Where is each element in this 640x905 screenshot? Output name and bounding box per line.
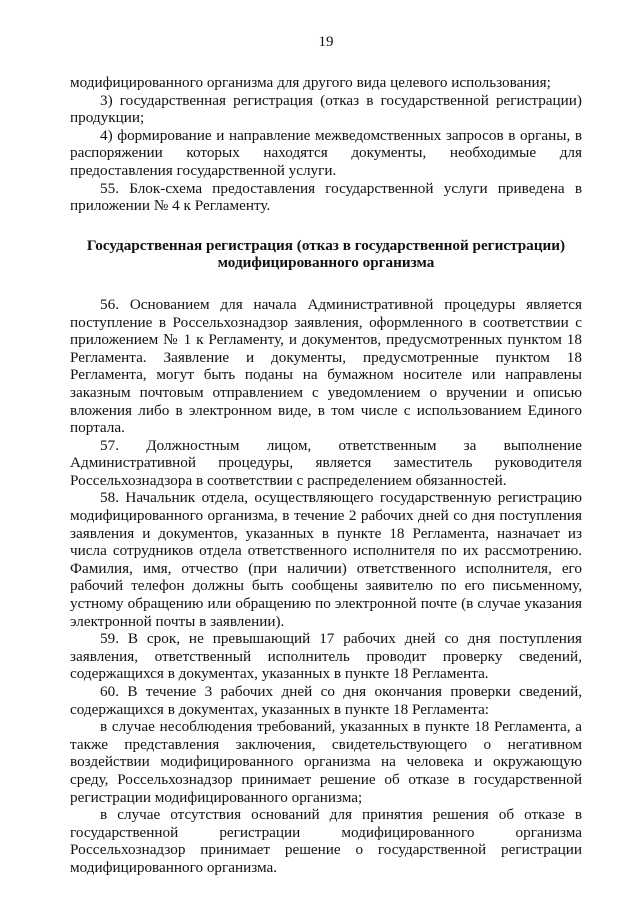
paragraph-59: 59. В срок, не превышающий 17 рабочих дней со дня поступления заявления, ответственный исполнитель проводит проверку сведений, содержащихся в документах, указанных в пункте 18 Регламента. <box>70 630 582 683</box>
paragraph-60-case-registration: в случае отсутствия оснований для принятия решения об отказе в государственной регистрации модифицированного организма Россельхознадзор принимает решение о государственной регистрации модифицированного организма. <box>70 806 582 876</box>
paragraph-58: 58. Начальник отдела, осуществляющего государственную регистрацию модифицированного организма, в течение 2 рабочих дней со дня поступления заявления и документов, указанных в пункте 18 Регламента, назначает из числа сотрудников отдела ответственного исполнителя по их рассмотрению. Фамилия, имя, отчество (при наличии) ответственного исполнителя, его рабочий телефон должны быть сообщены заявителю по его письменному, устному обращению или обращению по электронной почте (в случае указания электронной почты в заявлении). <box>70 489 582 630</box>
paragraph-56: 56. Основанием для начала Административной процедуры является поступление в Россельхознадзор заявления, оформленного в соответствии с приложением № 1 к Регламенту, и документов, предусмотренных пунктом 18 Регламента. Заявление и документы, предусмотренные пунктом 18 Регламента, могут быть поданы на бумажном носителе или направлены заказным почтовым отправлением с уведомлением о вручении и описью вложения либо в электронном виде, в том числе с использованием Единого портала. <box>70 295 582 437</box>
page-number: 19 <box>318 34 334 50</box>
section-heading: Государственная регистрация (отказ в государственной регистрации) модифицированного организма <box>86 236 566 272</box>
paragraph-item-4: 4) формирование и направление межведомственных запросов в органы, в распоряжении которых находятся документы, необходимые для предоставления государственной услуги. <box>70 126 582 179</box>
paragraph-55: 55. Блок-схема предоставления государственной услуги приведена в приложении № 4 к Регламенту. <box>70 179 582 215</box>
paragraph-60: 60. В течение 3 рабочих дней со дня окончания проверки сведений, содержащихся в документах, указанных в пункте 18 Регламента: <box>70 683 582 718</box>
paragraph-continuation: модифицированного организма для другого вида целевого использования; <box>70 74 551 91</box>
paragraph-item-3: 3) государственная регистрация (отказ в государственной регистрации) продукции; <box>70 91 582 127</box>
paragraph-57: 57. Должностным лицом, ответственным за выполнение Административной процедуры, является заместитель руководителя Россельхознадзора в соответствии с распределением обязанностей. <box>70 436 582 489</box>
document-content <box>70 74 582 877</box>
paragraph-60-case-refusal: в случае несоблюдения требований, указанных в пункте 18 Регламента, а также представления заключения, свидетельствующего о негативном воздействии модифицированного организма на человека и окружающую среду, Россельхознадзор принимает решение об отказе в государственной регистрации модифицированного организма; <box>70 718 582 806</box>
